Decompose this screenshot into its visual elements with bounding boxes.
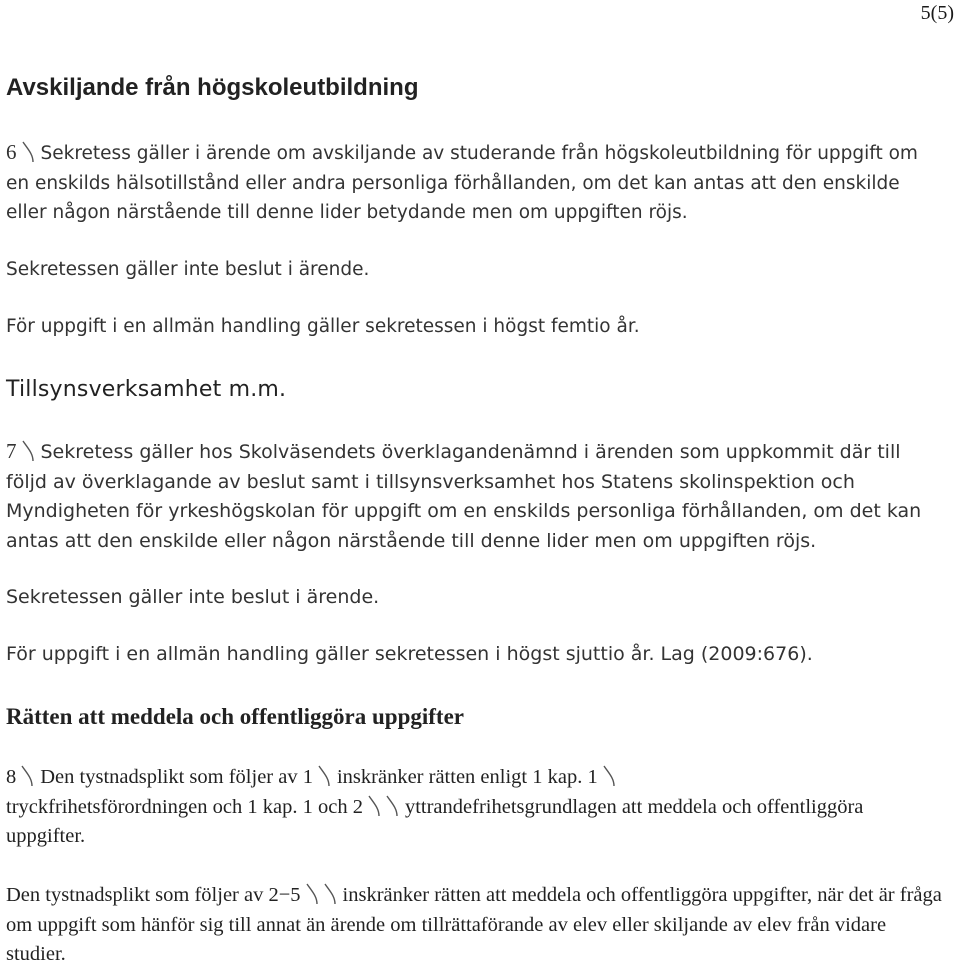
section-number: 7 bbox=[6, 439, 17, 463]
section-heading-tillsyn: Tillsynsverksamhet m.m. bbox=[6, 377, 287, 402]
section-7-paragraph bbox=[6, 437, 946, 556]
section-6-text: Sekretess gäller i ärende om avskiljande av studerande från högskoleutbildning för uppgift om en enskilds hälsotillstånd eller andra personliga förhållanden, om det kan antas att den enskilde eller någon närstående till denne lider betydande men om uppgiften röjs. bbox=[6, 143, 918, 223]
page-number: 5(5) bbox=[920, 2, 954, 24]
section-7-paragraph-3: För uppgift i en allmän handling gäller sekretessen i högst sjuttio år. Lag (2009:676). bbox=[6, 643, 813, 665]
paragraph-sign-icon bbox=[367, 794, 381, 818]
section-7-text: Sekretess gäller hos Skolväsendets överklagandenämnd i ärenden som uppkommit där till följd av överklagande av beslut samt i tillsynsverksamhet hos Statens skolinspektion och Myndigheten för yrkeshögskolan för uppgift om en enskilds personliga förhållanden, om det kan antas att den enskilde eller någon närstående till denne lider men om uppgiften röjs. bbox=[6, 441, 922, 552]
section-number: 8 bbox=[6, 766, 17, 788]
paragraph-sign-icon bbox=[602, 764, 616, 788]
section-6-paragraph bbox=[6, 138, 946, 228]
paragraph-sign-icon bbox=[385, 794, 399, 818]
paragraph-sign-icon bbox=[323, 882, 337, 906]
section-7-paragraph-2: Sekretessen gäller inte beslut i ärende. bbox=[6, 586, 380, 608]
paragraph-sign-icon bbox=[20, 764, 34, 788]
section-heading-ratten: Rätten att meddela och offentliggöra uppgifter bbox=[6, 704, 465, 729]
paragraph-sign-icon bbox=[305, 882, 319, 906]
section-8-text-b: inskränker rätten enligt 1 kap. 1 bbox=[336, 766, 598, 788]
section-8-text-c: tryckfrihetsförordningen och 1 kap. 1 och 2 bbox=[6, 795, 363, 818]
section-8-paragraph bbox=[6, 763, 946, 852]
paragraph-sign-icon bbox=[21, 439, 35, 463]
paragraph-sign-icon bbox=[21, 140, 35, 164]
paragraph-sign-icon bbox=[317, 764, 331, 788]
section-number: 6 bbox=[6, 140, 17, 164]
section-6-paragraph-2: Sekretessen gäller inte beslut i ärende. bbox=[6, 259, 370, 280]
section-8-text-a: Den tystnadsplikt som följer av 1 bbox=[40, 766, 313, 788]
section-heading-avskiljande: Avskiljande från högskoleutbildning bbox=[6, 74, 419, 101]
section-8-paragraph-2 bbox=[6, 881, 946, 970]
section-8-text-f: inskränker rätten att meddela och offentliggöra uppgifter, när det är fråga om uppgift som hänför sig till annat än ärende om tillrättaförande av elev eller skiljande av elev från vidare studier. bbox=[6, 884, 942, 965]
section-8-text-e: Den tystnadsplikt som följer av 2−5 bbox=[6, 884, 301, 906]
section-6-paragraph-3: För uppgift i en allmän handling gäller sekretessen i högst femtio år. bbox=[6, 316, 640, 337]
section-8-text-d: yttrandefrihetsgrundlagen att meddela och offentliggöra uppgifter. bbox=[6, 795, 864, 847]
